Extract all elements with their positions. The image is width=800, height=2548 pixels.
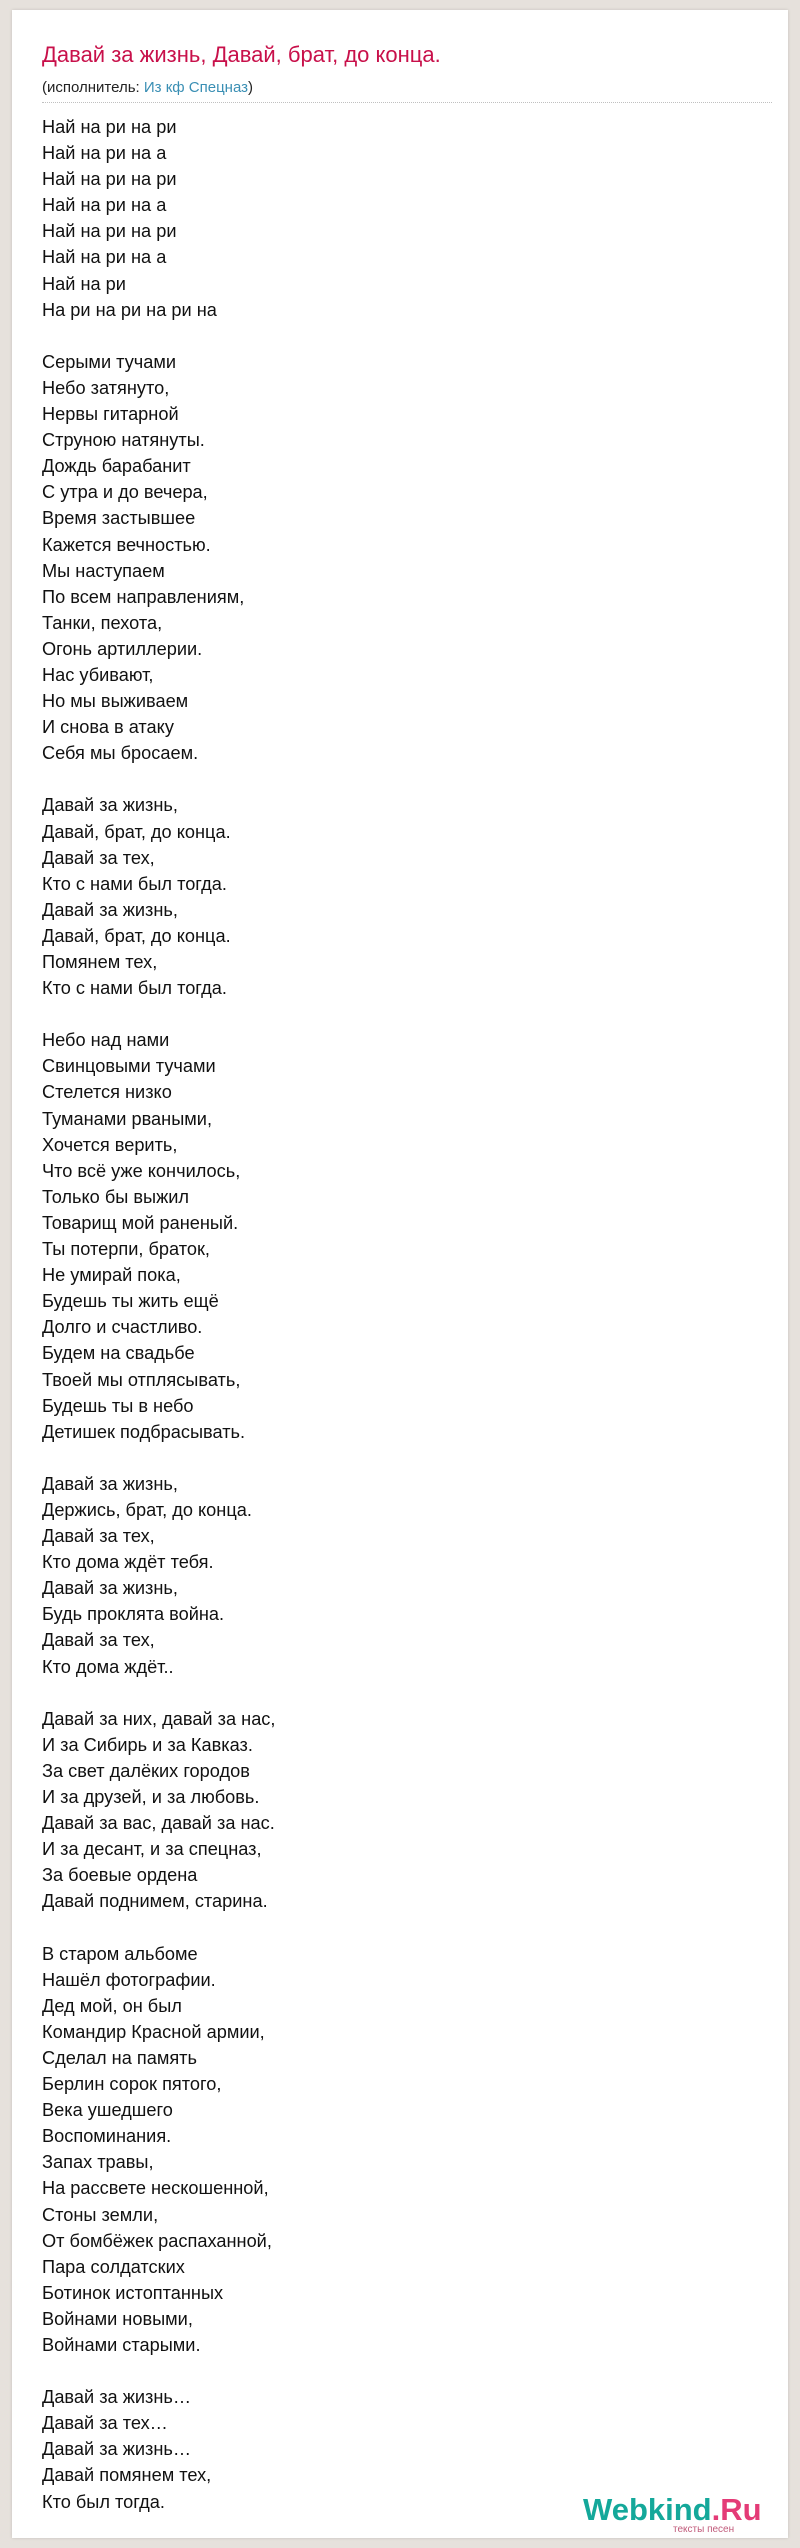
lyric-line: На рассвете нескошенной, bbox=[42, 2178, 269, 2199]
lyric-line: Будь проклята война. bbox=[42, 1604, 225, 1625]
lyric-line: Най на ри на а bbox=[42, 247, 167, 268]
lyric-line: Стоны земли, bbox=[42, 2204, 159, 2225]
stanza bbox=[42, 2384, 275, 2514]
lyric-line: Нервы гитарной bbox=[42, 404, 179, 425]
lyric-line: Туманами рваными, bbox=[42, 1108, 212, 1129]
page-card bbox=[12, 10, 788, 2538]
lyric-line: Детишек подбрасывать. bbox=[42, 1421, 246, 1442]
lyric-line: И за десант, и за спецназ, bbox=[42, 1839, 262, 1860]
artist-line bbox=[42, 79, 253, 96]
lyric-line: Войнами старыми. bbox=[42, 2334, 201, 2355]
lyric-line: Нас убивают, bbox=[42, 664, 154, 685]
lyric-line: Давай, брат, до конца. bbox=[42, 821, 231, 842]
lyric-line: Най на ри на ри bbox=[42, 221, 177, 242]
stanza bbox=[42, 1706, 275, 1915]
lyric-line: Будем на свадьбе bbox=[42, 1343, 195, 1364]
lyric-line: Твоей мы отплясывать, bbox=[42, 1369, 241, 1390]
lyric-line: Давай за жизнь, bbox=[42, 899, 178, 920]
lyric-line: Огонь артиллерии. bbox=[42, 638, 203, 659]
lyric-line: Кто с нами был тогда. bbox=[42, 873, 227, 894]
lyric-line: И снова в атаку bbox=[42, 717, 174, 738]
artist-suffix: ) bbox=[248, 79, 253, 96]
lyric-line: Давай за вас, давай за нас. bbox=[42, 1813, 275, 1834]
lyric-line: Стелется низко bbox=[42, 1082, 172, 1103]
lyric-line: Давай за жизнь, bbox=[42, 795, 178, 816]
lyric-line: Кто дома ждёт.. bbox=[42, 1656, 174, 1677]
lyric-line: Товарищ мой раненый. bbox=[42, 1212, 239, 1233]
lyric-line: В старом альбоме bbox=[42, 1943, 198, 1964]
lyric-line: Сделал на память bbox=[42, 2047, 197, 2068]
lyric-line: Давай за жизнь, bbox=[42, 1473, 178, 1494]
lyric-line: Давай за тех, bbox=[42, 1630, 155, 1651]
lyric-line: Будешь ты жить ещё bbox=[42, 1291, 219, 1312]
artist-link[interactable]: Из кф Спецназ bbox=[143, 79, 248, 96]
lyric-line: Пара солдатских bbox=[42, 2256, 185, 2277]
lyric-line: Войнами новыми, bbox=[42, 2308, 193, 2329]
lyric-line: Небо над нами bbox=[42, 1030, 170, 1051]
stanza bbox=[42, 1941, 275, 2359]
lyric-line: Ты потерпи, браток, bbox=[42, 1239, 210, 1260]
lyric-line: Давай за тех… bbox=[42, 2413, 168, 2434]
lyric-line: Най на ри на а bbox=[42, 195, 167, 216]
lyric-line: Кто с нами был тогда. bbox=[42, 978, 227, 999]
lyric-line: Воспоминания. bbox=[42, 2126, 172, 2147]
lyric-line: На ри на ри на ри на bbox=[42, 299, 217, 320]
lyric-line: Только бы выжил bbox=[42, 1186, 190, 1207]
stanza bbox=[42, 114, 275, 323]
lyric-line: Держись, брат, до конца. bbox=[42, 1499, 252, 1520]
lyric-line: Кажется вечностью. bbox=[42, 534, 211, 555]
lyric-line: За боевые ордена bbox=[42, 1865, 198, 1886]
webkind-logo[interactable] bbox=[583, 2494, 783, 2534]
lyric-line: И за Сибирь и за Кавказ. bbox=[42, 1734, 253, 1755]
lyric-line: Себя мы бросаем. bbox=[42, 743, 199, 764]
lyric-line: Ботинок истоптанных bbox=[42, 2282, 224, 2303]
stanza bbox=[42, 349, 275, 767]
lyric-line: Время застывшее bbox=[42, 508, 196, 529]
lyric-line: И за друзей, и за любовь. bbox=[42, 1787, 260, 1807]
lyric-line: Давай поднимем, старина. bbox=[42, 1891, 268, 1912]
lyric-line: Помянем тех, bbox=[42, 952, 158, 972]
lyric-line: Давай за жизнь… bbox=[42, 2387, 192, 2408]
lyric-line: Мы наступаем bbox=[42, 560, 165, 581]
lyric-line: Давай за них, давай за нас, bbox=[42, 1708, 276, 1729]
stanza bbox=[42, 1027, 275, 1445]
stanza bbox=[42, 1471, 275, 1680]
lyric-line: Кто дома ждёт тебя. bbox=[42, 1552, 214, 1573]
lyric-line: Танки, пехота, bbox=[42, 612, 163, 633]
lyrics bbox=[42, 114, 275, 2541]
lyric-line: Давай за жизнь… bbox=[42, 2439, 192, 2460]
lyric-line: Струною натянуты. bbox=[42, 430, 205, 451]
lyric-line: Кто был тогда. bbox=[42, 2491, 165, 2512]
logo-tagline: тексты песен bbox=[673, 2524, 735, 2535]
lyric-line: Нашёл фотографии. bbox=[42, 1969, 216, 1990]
lyric-line: Давай, брат, до конца. bbox=[42, 925, 231, 946]
lyric-line: Давай за тех, bbox=[42, 1526, 155, 1547]
lyric-line: Давай за жизнь, bbox=[42, 1578, 178, 1599]
lyric-line: Но мы выживаем bbox=[42, 691, 189, 712]
song-title: Давай за жизнь, Давай, брат, до конца. bbox=[42, 42, 441, 67]
lyric-line: Командир Красной армии, bbox=[42, 2021, 265, 2042]
lyric-line: За свет далёких городов bbox=[42, 1760, 250, 1781]
lyric-line: Будешь ты в небо bbox=[42, 1395, 194, 1416]
lyric-line: По всем направлениям, bbox=[42, 586, 245, 607]
logo-suffix: .Ru bbox=[711, 2492, 762, 2527]
artist-prefix: (исполнитель: bbox=[42, 79, 144, 96]
lyric-line: Давай помянем тех, bbox=[42, 2465, 212, 2486]
lyric-line: Запах травы, bbox=[42, 2152, 154, 2173]
logo-text bbox=[583, 2494, 762, 2525]
logo-main: Webkind bbox=[583, 2492, 712, 2527]
stanza bbox=[42, 792, 275, 1001]
lyric-line: Серыми тучами bbox=[42, 351, 177, 372]
lyric-line: От бомбёжек распаханной, bbox=[42, 2230, 272, 2251]
lyric-line: Най на ри на а bbox=[42, 143, 167, 164]
lyric-line: Давай за тех, bbox=[42, 847, 155, 868]
lyric-line: Берлин сорок пятого, bbox=[42, 2074, 222, 2095]
lyric-line: Най на ри bbox=[42, 273, 126, 294]
lyric-line: Не умирай пока, bbox=[42, 1265, 181, 1286]
lyric-line: Най на ри на ри bbox=[42, 169, 177, 190]
lyric-line: Хочется верить, bbox=[42, 1134, 178, 1155]
lyric-line: Века ушедшего bbox=[42, 2100, 173, 2121]
lyric-line: Дед мой, он был bbox=[42, 1995, 182, 2016]
lyric-line: Дождь барабанит bbox=[42, 456, 191, 477]
lyric-line: Что всё уже кончилось, bbox=[42, 1160, 241, 1181]
dotted-divider bbox=[42, 102, 772, 103]
lyric-line: Свинцовыми тучами bbox=[42, 1056, 216, 1077]
lyric-line: Долго и счастливо. bbox=[42, 1317, 203, 1338]
lyric-line: Най на ри на ри bbox=[42, 117, 177, 137]
lyric-line: Небо затянуто, bbox=[42, 377, 170, 398]
lyric-line: С утра и до вечера, bbox=[42, 482, 208, 503]
